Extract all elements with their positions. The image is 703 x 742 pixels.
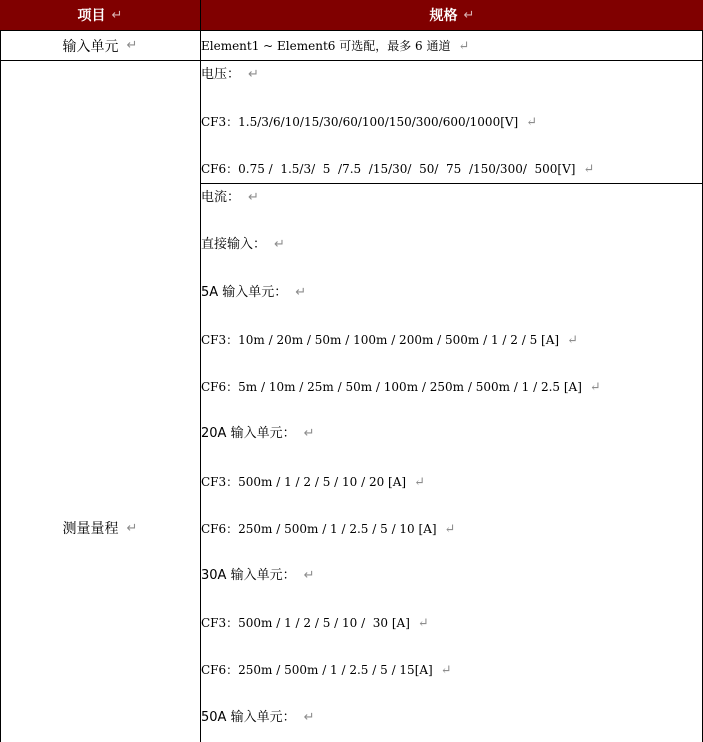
row-value-text: Element1 ~ Element6 可选配，最多 6 通道: [201, 39, 451, 53]
current-title: [201, 190, 259, 206]
current-30a-title: [201, 568, 314, 584]
voltage-cf3: [201, 114, 537, 131]
current-30a-cf6: [201, 662, 452, 679]
header-item-label: 项目: [77, 8, 106, 24]
row-divider: [200, 183, 703, 184]
paragraph-mark-icon: ↵: [526, 115, 538, 130]
row-value-input-unit: [201, 38, 469, 55]
paragraph-mark-icon: ↵: [567, 333, 578, 348]
paragraph-mark-icon: ↵: [440, 663, 452, 678]
row-label-range: [0, 510, 200, 546]
paragraph-mark-icon: ↵: [417, 616, 429, 631]
paragraph-mark-icon: ↵: [444, 522, 456, 537]
paragraph-mark-icon: ↵: [111, 7, 123, 23]
current-direct: [201, 237, 285, 253]
row-label-text: 测量量程: [62, 521, 119, 537]
row-divider: [0, 60, 703, 61]
paragraph-mark-icon: ↵: [248, 67, 259, 82]
paragraph-mark-icon: ↵: [274, 237, 285, 252]
row-label-text: 输入单元: [62, 38, 119, 55]
paragraph-mark-icon: ↵: [463, 7, 475, 23]
paragraph-mark-icon: ↵: [414, 475, 425, 490]
current-20a-cf6: [201, 521, 455, 538]
current-20a-cf3: [201, 474, 425, 491]
current-30a-title-text: 30A 输入单元：: [201, 568, 296, 583]
current-5a-cf3-text: CF3：10m / 20m / 50m / 100m / 200m / 500m / 1 / 2 / 5 [A]: [201, 333, 560, 347]
current-title-text: 电流：: [201, 190, 241, 205]
paragraph-mark-icon: ↵: [295, 285, 307, 300]
current-50a-title-text: 50A 输入单元：: [201, 710, 296, 725]
current-30a-cf3: [201, 615, 429, 632]
current-20a-cf3-text: CF3：500m / 1 / 2 / 5 / 10 / 20 [A]: [201, 475, 407, 489]
paragraph-mark-icon: ↵: [248, 190, 259, 205]
current-5a-cf6: [201, 379, 601, 396]
paragraph-mark-icon: ↵: [126, 520, 138, 536]
left-border: [0, 30, 1, 742]
header-spec: [201, 0, 703, 30]
paragraph-mark-icon: ↵: [126, 38, 138, 53]
current-5a-cf3: [201, 332, 578, 349]
paragraph-mark-icon: ↵: [303, 710, 315, 725]
voltage-title: [201, 67, 259, 83]
current-5a-title-text: 5A 输入单元：: [201, 285, 288, 300]
paragraph-mark-icon: ↵: [583, 162, 595, 177]
current-direct-text: 直接输入：: [201, 237, 267, 252]
current-5a-cf6-text: CF6：5m / 10m / 25m / 50m / 100m / 250m / 500m / 1 / 2.5 [A]: [201, 380, 582, 394]
paragraph-mark-icon: ↵: [303, 568, 315, 583]
paragraph-mark-icon: ↵: [303, 426, 315, 441]
paragraph-mark-icon: ↵: [589, 380, 601, 395]
current-30a-cf3-text: CF3：500m / 1 / 2 / 5 / 10 / 30 [A]: [201, 616, 410, 630]
voltage-cf6-text: CF6：0.75 / 1.5/3/ 5 /7.5 /15/30/ 50/ 75 /150/300/ 500[V]: [201, 162, 576, 176]
voltage-cf6: [201, 161, 594, 178]
current-20a-cf6-text: CF6：250m / 500m / 1 / 2.5 / 5 / 10 [A]: [201, 522, 437, 536]
voltage-cf3-text: CF3：1.5/3/6/10/15/30/60/100/150/300/600/1000[V]: [201, 115, 519, 129]
current-20a-title-text: 20A 输入单元：: [201, 426, 296, 441]
current-5a-title: [201, 285, 306, 301]
current-50a-title: [201, 710, 314, 726]
paragraph-mark-icon: ↵: [458, 39, 470, 54]
current-20a-title: [201, 426, 314, 442]
header-item: [0, 0, 200, 30]
voltage-title-text: 电压：: [201, 67, 241, 82]
header-spec-label: 规格: [429, 8, 458, 24]
current-30a-cf6-text: CF6：250m / 500m / 1 / 2.5 / 5 / 15[A]: [201, 663, 433, 677]
row-label-input-unit: [0, 31, 200, 60]
